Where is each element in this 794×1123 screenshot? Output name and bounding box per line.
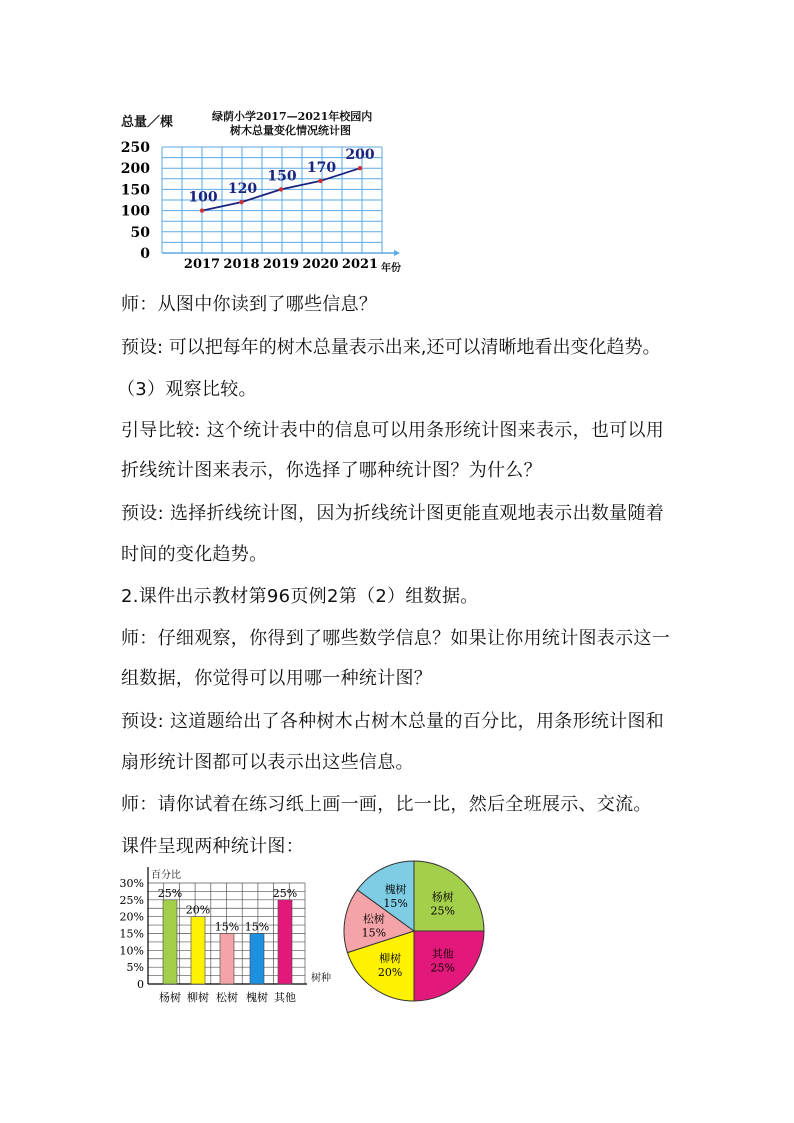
paragraph-11: 预设: 这道题给出了各种树木占树木总量的百分比，用条形统计图和 [121, 711, 665, 732]
data-point [318, 179, 322, 183]
x-tick-label: 2019 [262, 257, 300, 272]
y-tick-label: 50 [130, 224, 150, 241]
paragraph-2: 预设: 可以把每年的树木总量表示出来,还可以清晰地看出变化趋势。 [121, 337, 661, 358]
pie-label: 松树 [362, 912, 385, 926]
data-point [279, 187, 283, 191]
paragraph-13: 师：请你试着在练习纸上画一画，比一比，然后全班展示、交流。 [121, 794, 652, 815]
y-tick-label: 200 [120, 161, 150, 178]
y-tick-label: 0 [137, 978, 144, 991]
paragraph-8: 2.课件出示教材第96页例2第（2）组数据。 [121, 586, 479, 607]
pie-value-label: 20% [377, 965, 403, 979]
data-label: 200 [345, 147, 375, 164]
paragraph-1: 师：从图中你读到了哪些信息？ [121, 294, 378, 315]
y-tick-label: 15% [119, 927, 144, 941]
y-tick-label: 10% [119, 944, 144, 958]
bar-value-label: 20% [185, 903, 211, 917]
bar-chart-xlabel: 树种 [311, 973, 331, 984]
y-tick-label: 250 [120, 140, 150, 156]
bar [278, 900, 292, 984]
y-tick-label: 30% [119, 877, 144, 890]
pie-value-label: 15% [383, 896, 408, 910]
x-tick-label: 2021 [341, 257, 379, 272]
bar-value-label: 25% [272, 886, 298, 900]
line-chart-title-1: 绿荫小学2017—2021年校园内 [212, 110, 373, 123]
data-label: 120 [227, 181, 258, 198]
bar-value-label: 25% [157, 886, 183, 900]
x-tick-label: 2020 [302, 257, 339, 272]
bar-value-label: 15% [214, 920, 240, 934]
paragraph-3: （3）观察比较。 [117, 379, 257, 400]
bar-chart-ylabel: 百分比 [151, 870, 181, 881]
data-label: 150 [267, 168, 297, 185]
line-chart-ylabel: 总量／棵 [121, 115, 174, 130]
line-chart-title-2: 树木总量变化情况统计图 [230, 124, 351, 137]
y-tick-label: 25% [119, 893, 144, 907]
line-chart [0, 0, 794, 300]
paragraph-6: 预设: 选择折线统计图，因为折线统计图更能直观地表示出数量随着 [121, 503, 665, 524]
y-tick-label: 100 [120, 203, 150, 220]
bar-value-label: 15% [244, 920, 270, 934]
paragraph-14: 课件呈现两种统计图： [121, 836, 304, 857]
y-tick-label: 150 [120, 182, 150, 199]
paragraph-12: 扇形统计图都可以表示出这些信息。 [121, 752, 414, 773]
data-label: 100 [188, 189, 218, 206]
bar-chart [0, 850, 340, 1010]
y-tick-label: 5% [126, 961, 144, 975]
pie-label: 杨树 [431, 890, 454, 904]
pie-label: 柳树 [379, 951, 402, 965]
x-tick-label: 杨树 [159, 991, 181, 1004]
pie-chart [340, 860, 500, 1010]
pie-value-label: 25% [430, 961, 455, 975]
paragraph-7: 时间的变化趋势。 [121, 544, 268, 565]
x-tick-label: 2018 [223, 257, 260, 272]
x-tick-label: 柳树 [187, 991, 209, 1004]
pie-label: 其他 [431, 947, 454, 961]
paragraph-4: 引导比较: 这个统计表中的信息可以用条形统计图来表示，也可以用 [121, 420, 665, 441]
data-point [358, 166, 362, 170]
data-point [200, 208, 204, 212]
bar [250, 934, 264, 985]
x-tick-label: 松树 [216, 991, 238, 1004]
x-axis-arrow [394, 250, 400, 256]
y-tick-label: 20% [119, 910, 144, 924]
pie-value-label: 15% [361, 926, 387, 940]
pie-value-label: 25% [430, 904, 455, 918]
x-tick-label: 槐树 [246, 991, 268, 1004]
data-label: 170 [306, 159, 337, 176]
paragraph-10: 组数据，你觉得可以用哪一种统计图？ [121, 668, 433, 689]
line-chart-xlabel: 年份 [381, 263, 401, 274]
x-tick-label: 2017 [183, 257, 221, 272]
bar [220, 934, 234, 985]
y-tick-label: 0 [140, 246, 150, 262]
bar [163, 900, 177, 984]
x-tick-label: 其他 [274, 991, 296, 1004]
bar [191, 917, 205, 984]
pie-label: 槐树 [384, 882, 407, 896]
paragraph-9: 师：仔细观察，你得到了哪些数学信息？如果让你用统计图表示这一 [121, 628, 670, 649]
paragraph-5: 折线统计图来表示，你选择了哪种统计图？为什么？ [121, 460, 542, 481]
data-point [239, 200, 243, 204]
